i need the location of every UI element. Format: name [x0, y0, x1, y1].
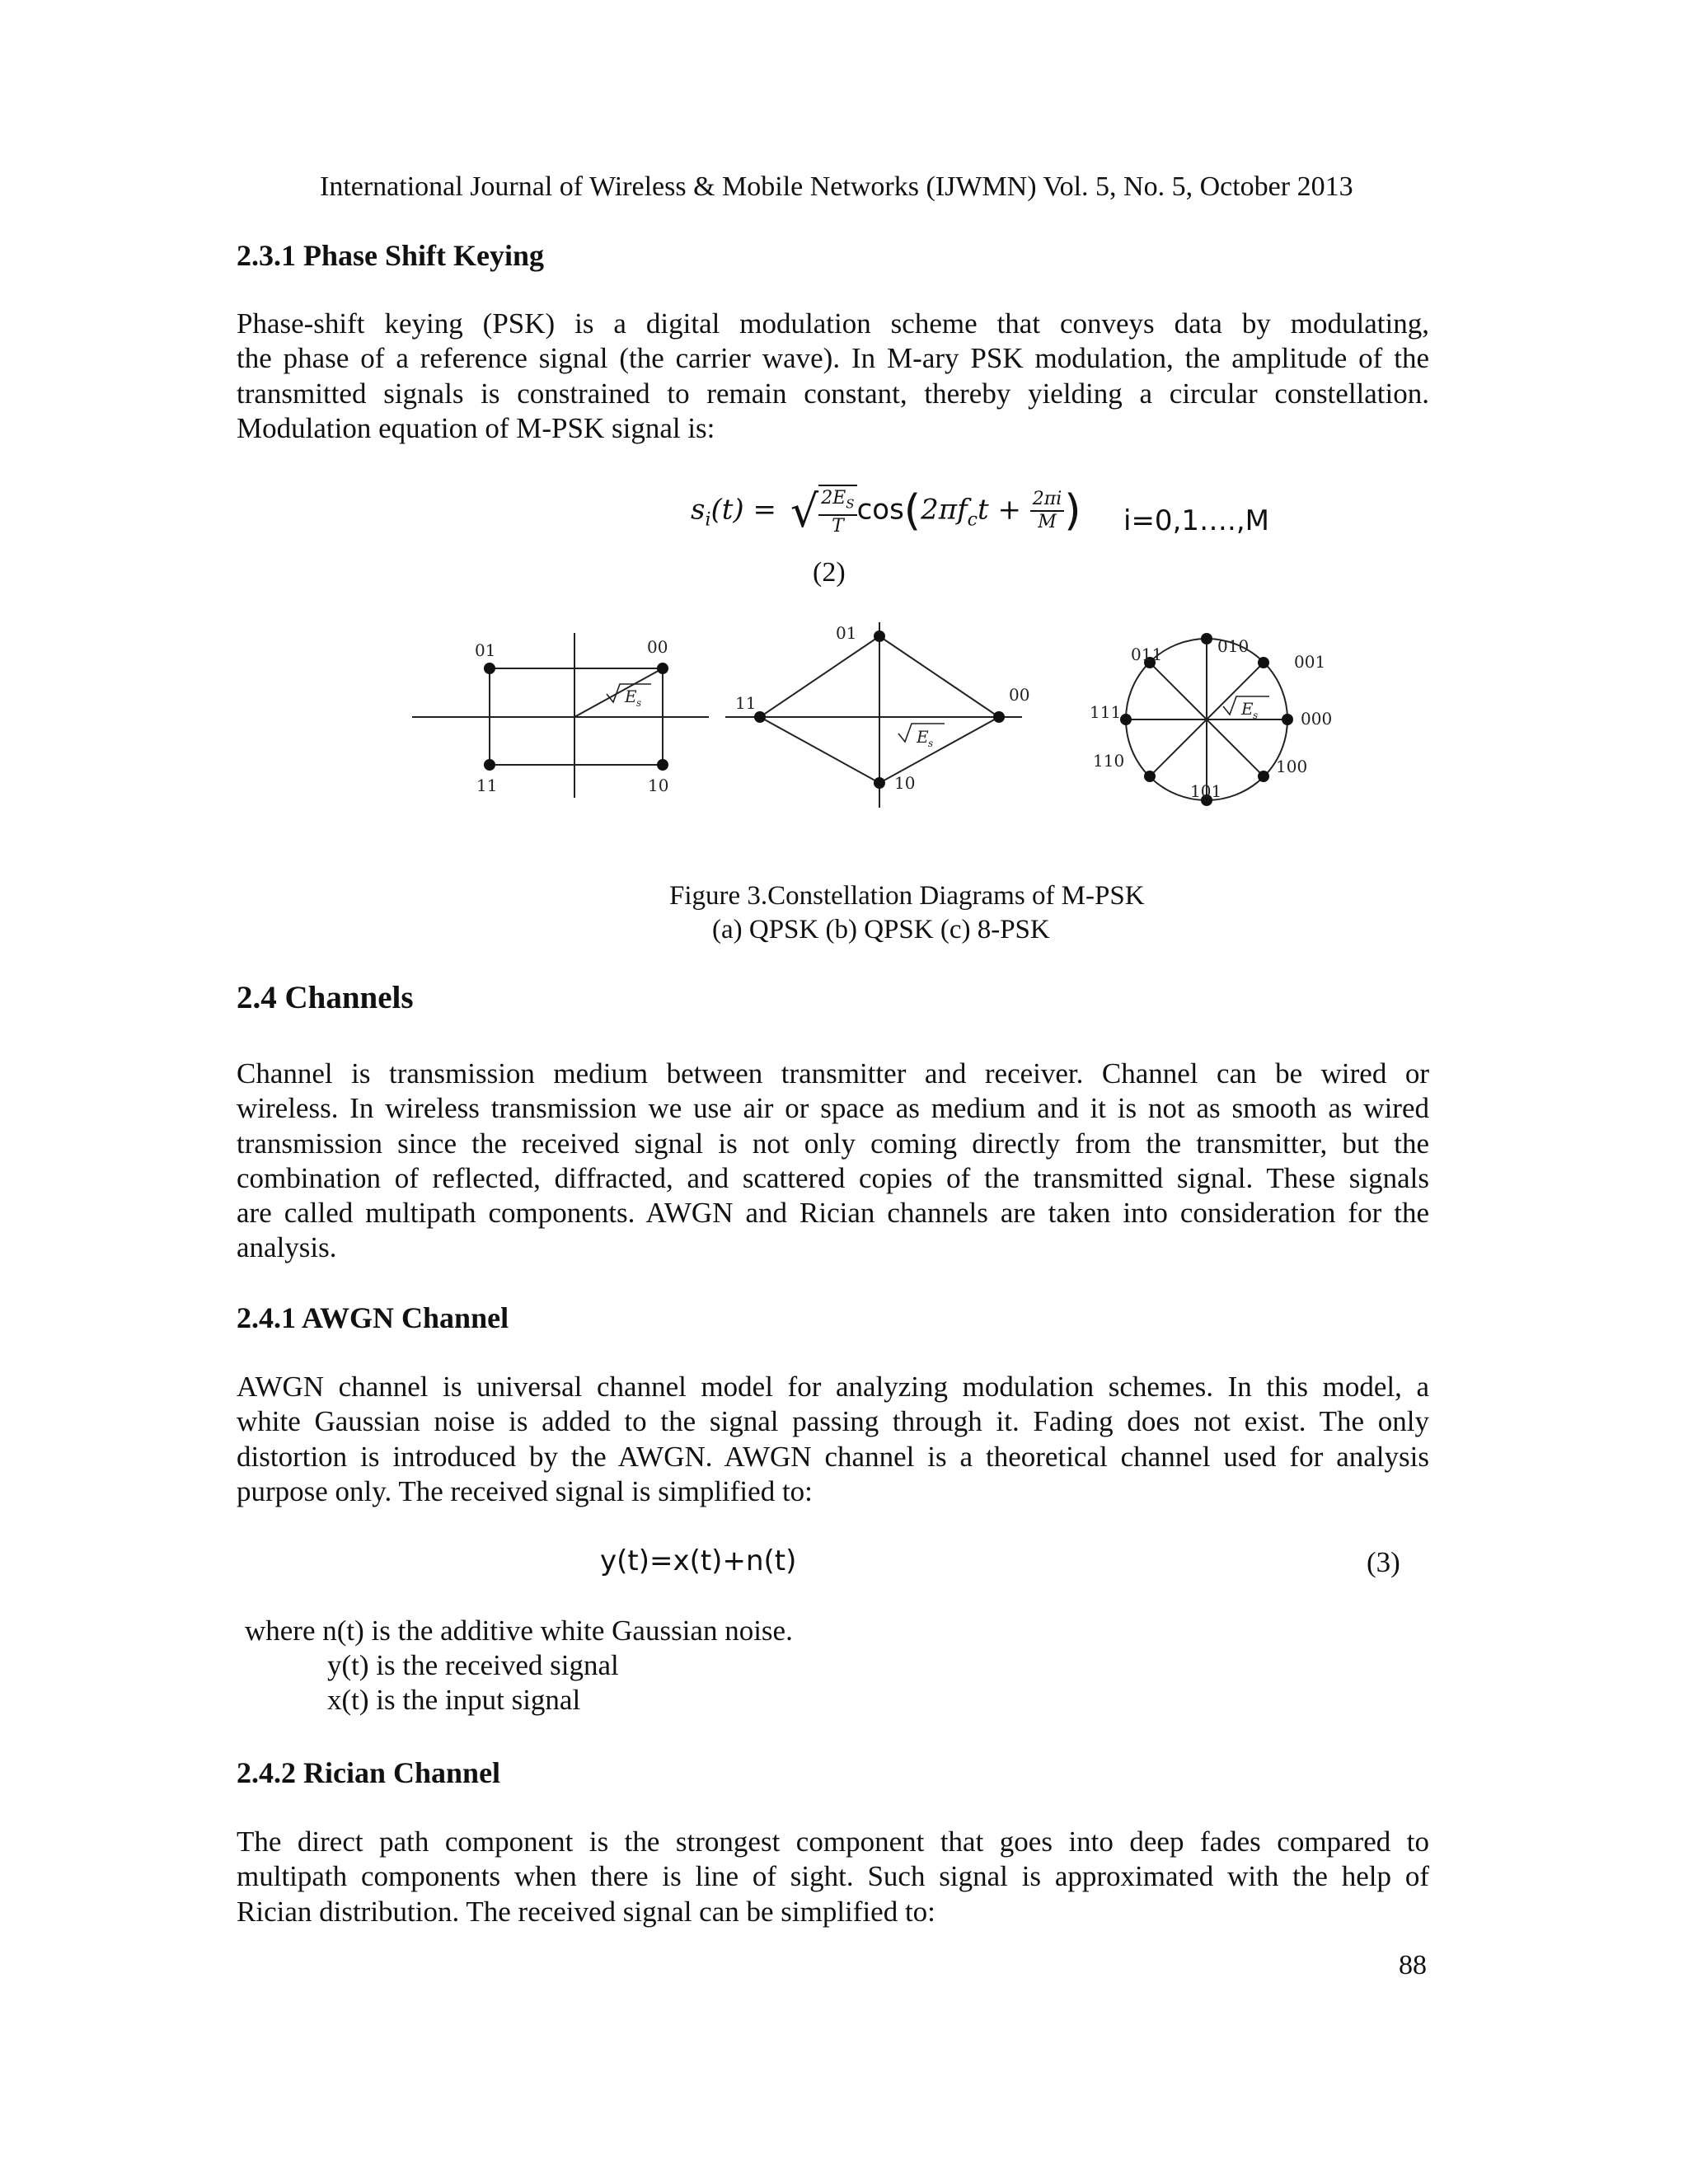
eq2-arg-t: t +	[977, 493, 1021, 527]
symbol-point	[993, 711, 1005, 723]
text-line: are called multipath components. AWGN and Rician channels are taken into consideration for the	[237, 1197, 1429, 1230]
qpsk-square-diagram	[412, 626, 717, 804]
eq2-frac1-num-sub: S	[846, 496, 855, 512]
eq2-number: (2)	[813, 557, 846, 588]
symbol-point	[1201, 633, 1212, 644]
section-heading-2-4-1: 2.4.1 AWGN Channel	[237, 1301, 509, 1334]
symbol-point	[874, 630, 885, 642]
paragraph-awgn	[237, 1370, 1429, 1509]
eq2-cos: cos	[856, 493, 904, 527]
text-line: the phase of a reference signal (the carrier wave). In M-ary PSK modulation, the amplitude of the	[237, 342, 1429, 375]
eq2-frac2-den: M	[1038, 512, 1057, 533]
text-line: AWGN channel is universal channel model for analyzing modulation schemes. In this model, a	[237, 1371, 1429, 1403]
eq2-open-paren: (	[903, 486, 921, 537]
text-line: wireless. In wireless transmission we use air or space as medium and it is not as smooth as wired	[237, 1092, 1429, 1125]
text-line: combination of reflected, diffracted, and scattered copies of the transmitted signal. These signals	[237, 1161, 1429, 1194]
sqrt-label-sub: s	[1253, 710, 1259, 721]
symbol-label: 00	[1009, 685, 1030, 705]
symbol-label: 11	[735, 693, 757, 713]
eq2-close-paren: )	[1064, 486, 1081, 537]
eq2-frac2-num: 2πi	[1030, 489, 1065, 512]
symbol-label: 010	[1217, 636, 1250, 656]
symbol-label: 000	[1301, 709, 1333, 729]
eq2-arg-sub: c	[967, 509, 978, 531]
symbol-point	[1120, 714, 1132, 725]
text-line: multipath components when there is line of sight. Such signal is approximated with the help of	[237, 1860, 1429, 1893]
eq2-frac1-num: 2E	[821, 488, 846, 509]
text-line: white Gaussian noise is added to the signal passing through it. Fading does not exist. The only	[237, 1405, 1429, 1438]
page-number: 88	[1399, 1950, 1427, 1980]
symbol-point	[657, 663, 668, 674]
symbol-point	[657, 759, 668, 771]
symbol-label: 00	[647, 637, 668, 657]
paragraph-channels	[237, 1057, 1429, 1266]
sqrt-label: E	[917, 727, 929, 747]
where-line-2: y(t) is the received signal	[327, 1649, 619, 1681]
paragraph-rician	[237, 1825, 1429, 1929]
text-line: distortion is introduced by the AWGN. AWGN channel is a theoretical channel used for analysis	[237, 1440, 1429, 1473]
equation-3: y(t)=x(t)+n(t)	[600, 1544, 797, 1577]
text-line: The direct path component is the strongest component that goes into deep fades compared to	[237, 1825, 1429, 1858]
sqrt-label-sub: s	[928, 738, 934, 749]
symbol-label: 11	[476, 776, 498, 795]
sqrt-body	[818, 485, 856, 537]
text-line: Channel is transmission medium between transmitter and receiver. Channel can be wired or	[237, 1057, 1429, 1090]
section-heading-2-4: 2.4 Channels	[237, 980, 414, 1015]
eq2-lhs: s	[691, 493, 706, 527]
eq2-frac1	[818, 488, 856, 537]
symbol-label: 10	[894, 773, 916, 793]
text-line: transmission since the received signal is not only coming directly from the transmitter, but the	[237, 1127, 1429, 1160]
psk8-circle-diagram	[1047, 630, 1343, 808]
symbol-point	[1282, 714, 1293, 725]
symbol-label: 101	[1190, 781, 1222, 801]
eq2-lhs-sub: i	[705, 509, 711, 531]
eq3-number: (3)	[1367, 1546, 1400, 1578]
sqrt-label: E	[1241, 699, 1254, 719]
text-line: Phase-shift keying (PSK) is a digital modulation scheme that conveys data by modulating,	[237, 307, 1429, 340]
sqrt-sign: √	[790, 485, 819, 537]
symbol-label: 01	[836, 623, 857, 643]
symbol-label: 10	[648, 776, 669, 795]
symbol-point	[1258, 657, 1269, 668]
symbol-point	[754, 711, 766, 723]
symbol-label: 110	[1093, 751, 1125, 771]
where-line-1: where n(t) is the additive white Gaussian noise.	[245, 1615, 793, 1647]
text-line: transmitted signals is constrained to remain constant, thereby yielding a circular constellation.	[237, 377, 1429, 410]
symbol-label: 100	[1276, 757, 1308, 776]
eq2-frac1-den: T	[832, 516, 844, 537]
radius-vector	[574, 668, 663, 717]
symbol-label: 111	[1090, 702, 1122, 722]
where-line-3: x(t) is the input signal	[327, 1684, 581, 1716]
symbol-label: 011	[1131, 644, 1163, 664]
symbol-point	[484, 663, 495, 674]
eq2-lhs-arg: (t) =	[710, 493, 776, 527]
eq2-arg-start: 2πf	[921, 493, 968, 527]
text-line: analysis.	[237, 1231, 337, 1264]
symbol-point	[874, 777, 885, 789]
sqrt-label-sub: s	[636, 697, 642, 709]
eq2-frac2	[1030, 489, 1065, 533]
text-line: Rician distribution. The received signal can be simplified to:	[237, 1895, 935, 1928]
paragraph-psk	[237, 307, 1429, 446]
figure-caption: Figure 3.Constellation Diagrams of M-PSK	[669, 881, 1145, 911]
symbol-point	[1144, 771, 1156, 782]
symbol-label: 01	[475, 640, 496, 660]
section-heading-2-4-2: 2.4.2 Rician Channel	[237, 1756, 501, 1789]
text-line: Modulation equation of M-PSK signal is:	[237, 411, 715, 444]
journal-header: International Journal of Wireless & Mobile Networks (IJWMN) Vol. 5, No. 5, October 2013	[320, 171, 1353, 202]
symbol-point	[484, 759, 495, 771]
qpsk-diamond-diagram	[725, 622, 1030, 812]
eq2-range: i=0,1….,M	[1123, 504, 1269, 537]
section-heading-2-3-1: 2.3.1 Phase Shift Keying	[237, 239, 545, 272]
symbol-point	[1258, 771, 1269, 782]
symbol-label: 001	[1294, 652, 1326, 672]
sqrt-label: E	[625, 687, 637, 706]
figure-subcaption: (a) QPSK (b) QPSK (c) 8-PSK	[712, 915, 1050, 944]
equation-2	[691, 485, 1081, 537]
text-line: purpose only. The received signal is simplified to:	[237, 1474, 813, 1507]
